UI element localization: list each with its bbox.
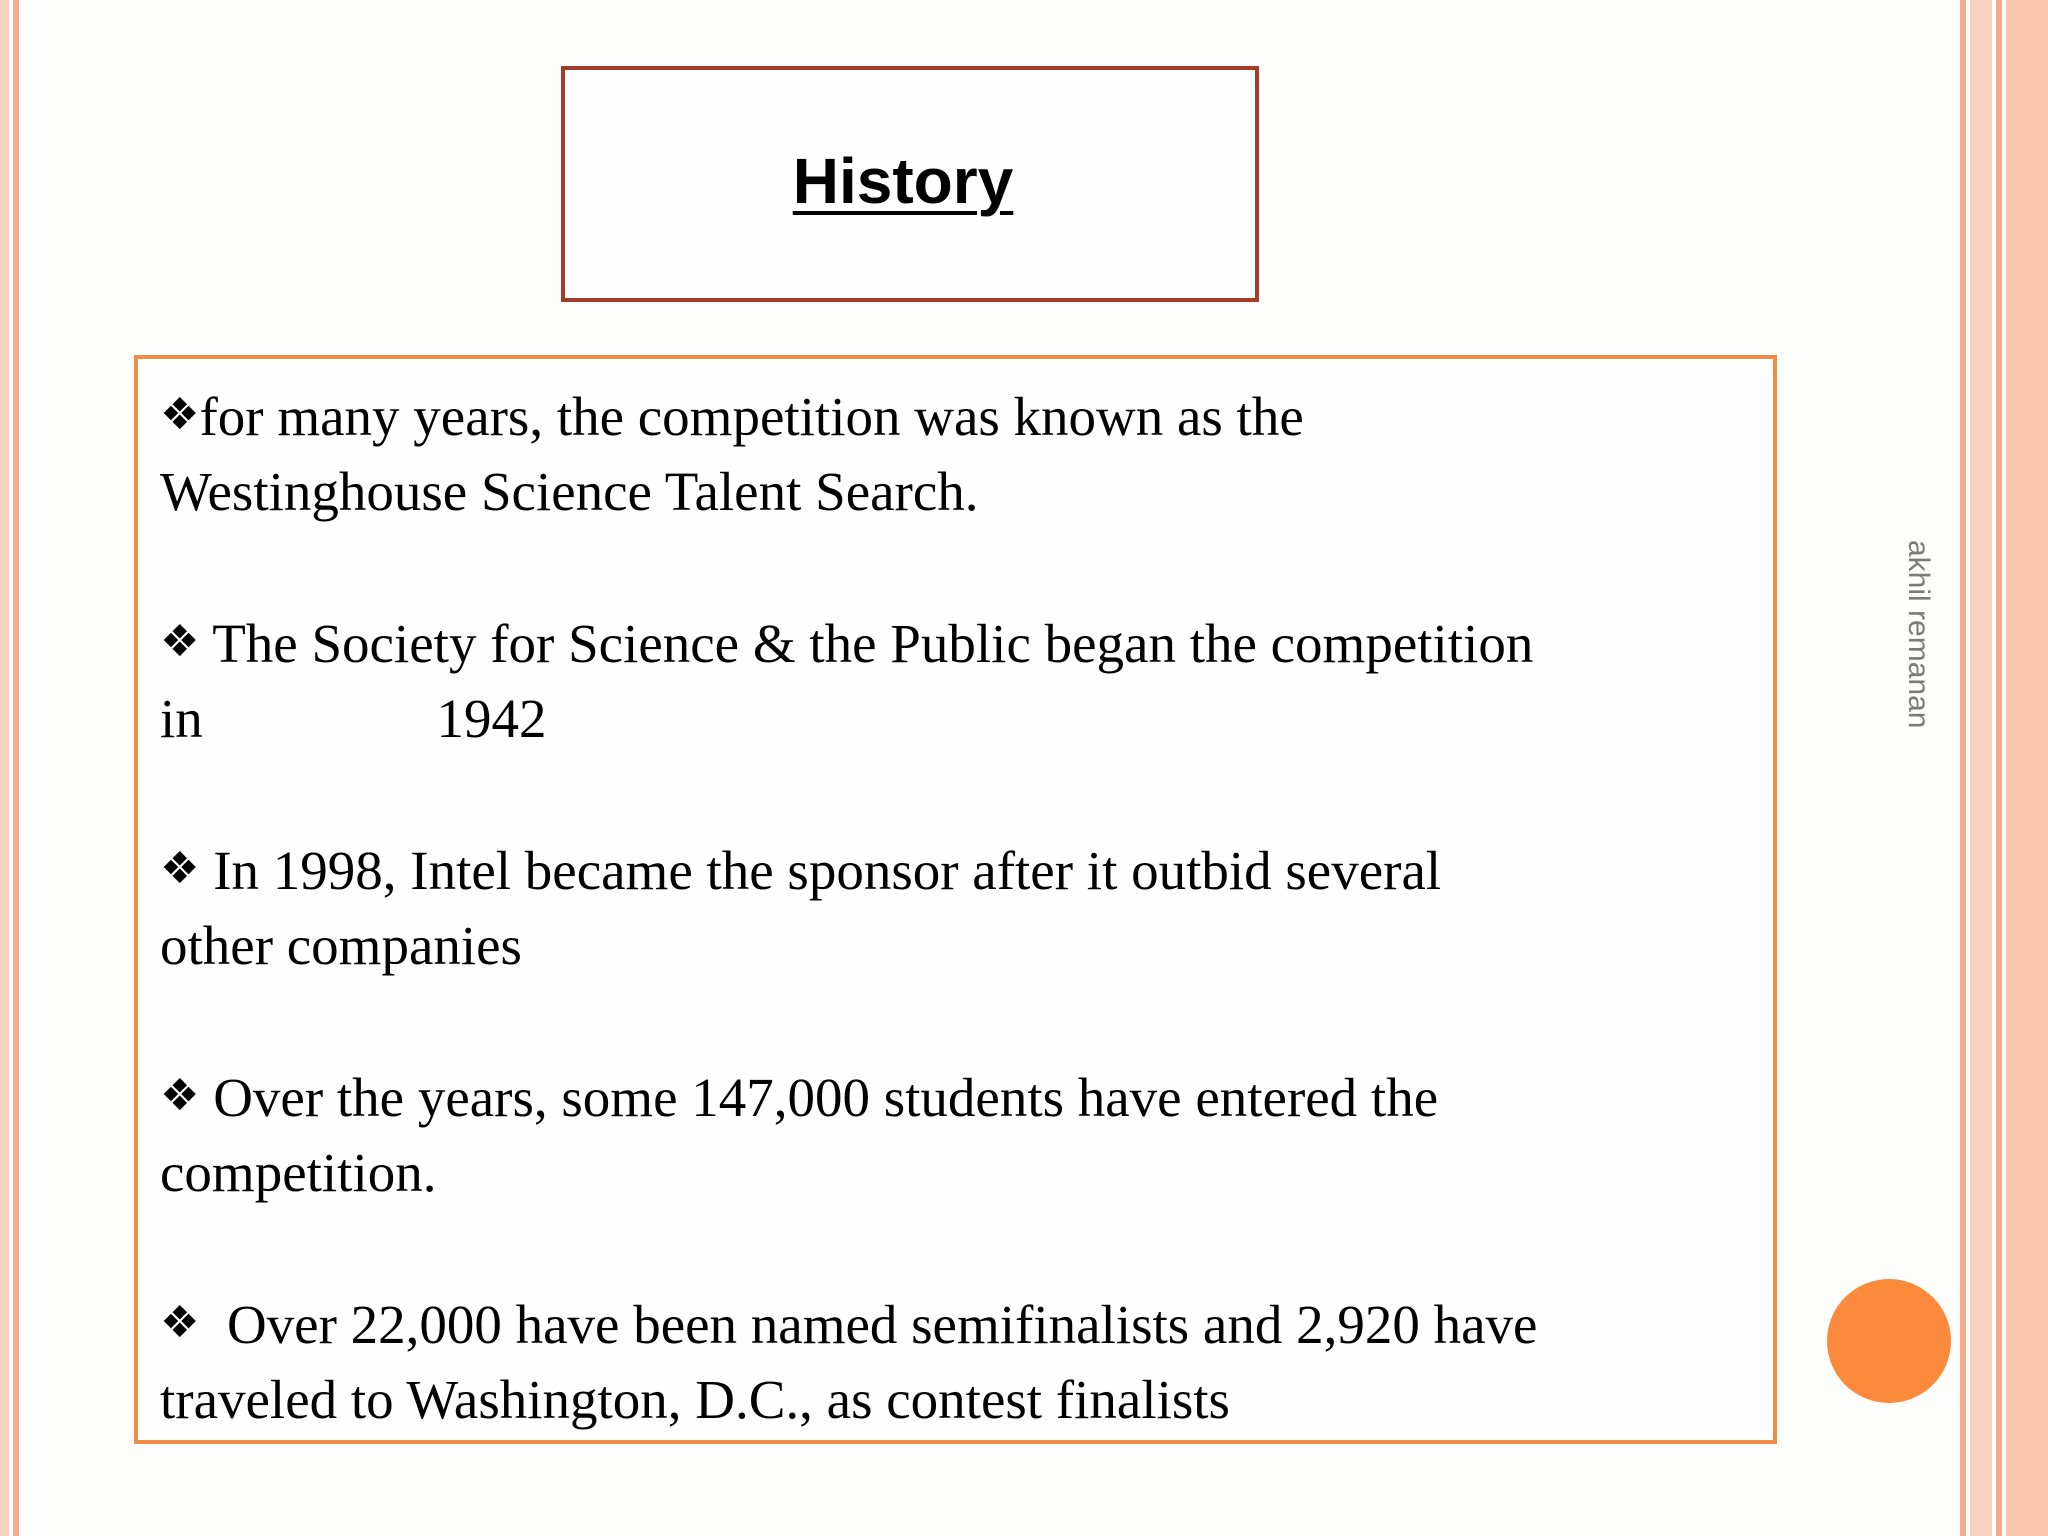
bullet-list <box>160 377 1760 1437</box>
left-edge-stripe-accent <box>13 0 19 1536</box>
content-box <box>134 355 1777 1444</box>
right-edge-stripe <box>1960 0 1966 1536</box>
four-diamond-bullet-icon: ❖ <box>160 389 200 440</box>
right-edge-stripe <box>1996 0 2002 1536</box>
bullet-item <box>160 604 1760 756</box>
left-edge-stripe <box>0 0 9 1536</box>
four-diamond-bullet-icon: ❖ <box>160 1070 200 1121</box>
bullet-item <box>160 1058 1760 1210</box>
bullet-text: for many years, the competition was known as the Westinghouse Science Talent Search. <box>160 386 1304 522</box>
bullet-text: The Society for Science & the Public began the competition in 1942 <box>160 613 1534 749</box>
orange-circle-decoration <box>1827 1279 1951 1403</box>
right-edge-stripe <box>2006 0 2048 1536</box>
bullet-item <box>160 1285 1760 1437</box>
bullet-item <box>160 831 1760 983</box>
four-diamond-bullet-icon: ❖ <box>160 843 200 894</box>
right-edge-stripe <box>1970 0 1992 1536</box>
bullet-text: In 1998, Intel became the sponsor after it outbid several other companies <box>160 840 1442 976</box>
four-diamond-bullet-icon: ❖ <box>160 616 200 667</box>
bullet-text: Over 22,000 have been named semifinalists and 2,920 have traveled to Washington, D.C., as contest finalists <box>160 1294 1538 1430</box>
four-diamond-bullet-icon: ❖ <box>160 1297 200 1348</box>
author-footer: akhil remanan <box>1902 540 1935 729</box>
bullet-item <box>160 377 1760 529</box>
bullet-text: Over the years, some 147,000 students have entered the competition. <box>160 1067 1439 1203</box>
title-box <box>561 66 1259 302</box>
slide-title: History <box>792 145 1014 217</box>
